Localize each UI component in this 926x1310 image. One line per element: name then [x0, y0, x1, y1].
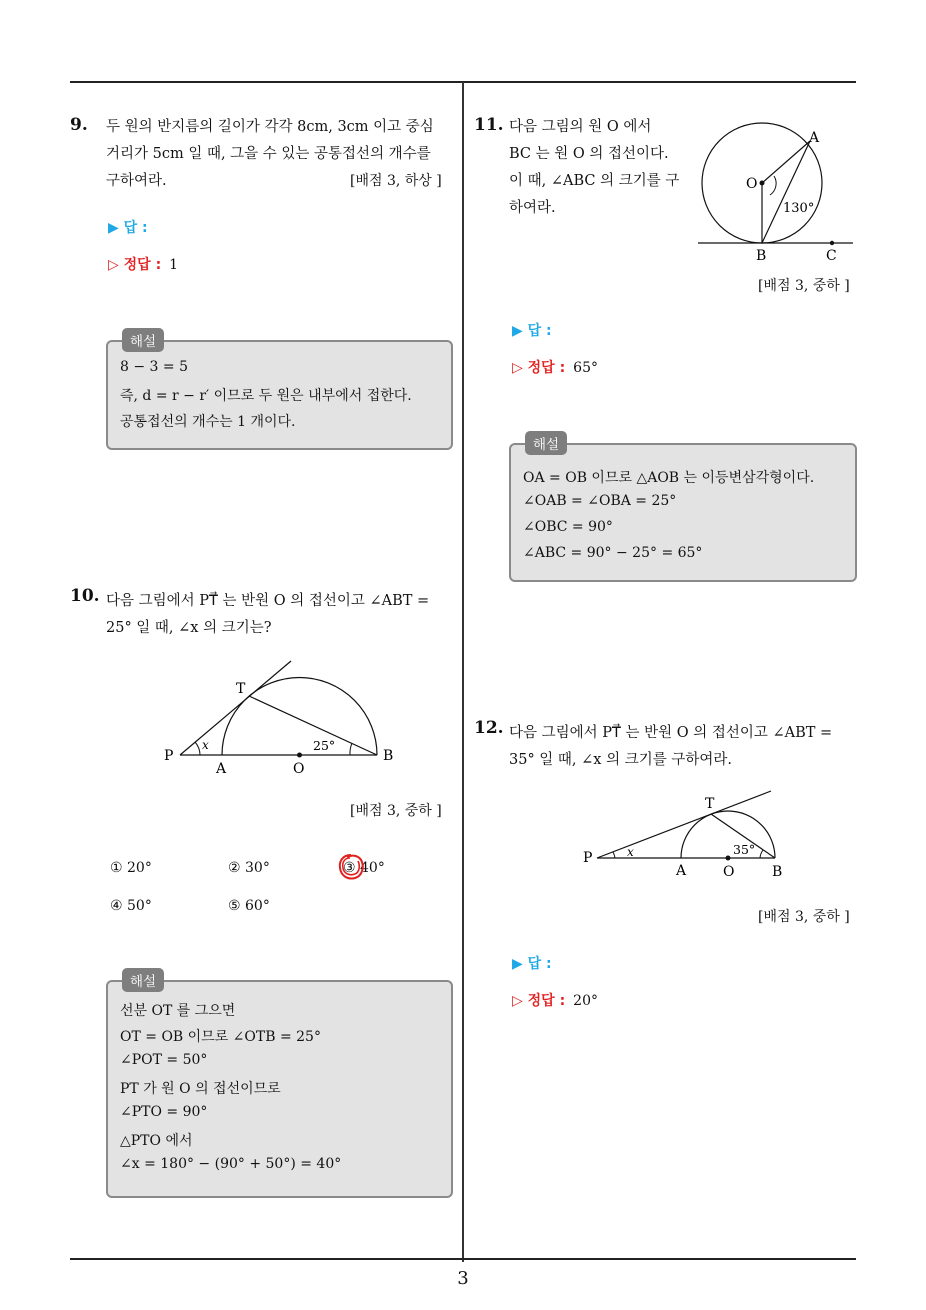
explanation-line: 즉, d = r − r′ 이므로 두 원은 내부에서 접한다.	[120, 388, 412, 404]
point-label-a: A	[216, 761, 227, 777]
question-number: 10.	[70, 586, 100, 606]
question-line: 이 때, ∠ABC 의 크기를 구	[509, 173, 680, 189]
question-number: 12.	[474, 718, 504, 738]
explanation-tag: 해설	[122, 968, 164, 992]
correct-value: 1	[169, 257, 179, 273]
semicircle-tangent-figure	[150, 650, 410, 780]
answer-row	[108, 217, 148, 237]
point-label-a: A	[809, 130, 820, 146]
choice-2[interactable]: ② 30°	[228, 860, 270, 876]
score-meta: [배점 3, 중하 ]	[758, 278, 850, 294]
choice-3[interactable]: ③ 40°	[343, 860, 385, 876]
answer-label: ▶ 답 :	[108, 220, 148, 236]
angle-label-x: x	[202, 738, 209, 752]
semicircle-tangent-figure	[575, 785, 795, 885]
circle-tangent-figure	[690, 115, 860, 270]
question-line: 구하여라.	[106, 173, 167, 189]
explanation-line: PT 가 원 O 의 접선이므로	[120, 1081, 281, 1097]
question-line: 다음 그림의 원 O 에서	[509, 119, 652, 135]
point-label-o: O	[746, 176, 758, 192]
explanation-line: OA = OB 이므로 △AOB 는 이등변삼각형이다.	[523, 470, 815, 486]
correct-label: ▷ 정답 :	[108, 257, 162, 273]
choice-4[interactable]: ④ 50°	[110, 898, 152, 914]
point-label-o: O	[293, 761, 305, 777]
explanation-line: OT = OB 이므로 ∠OTB = 25°	[120, 1029, 321, 1045]
point-label-b: B	[756, 248, 767, 264]
correct-label: ▷ 정답 :	[512, 360, 566, 376]
explanation-tag: 해설	[122, 328, 164, 352]
explanation-line: △PTO 에서	[120, 1133, 193, 1149]
point-label-o: O	[723, 864, 735, 880]
correct-label: ▷ 정답 :	[512, 993, 566, 1009]
question-text	[106, 588, 456, 642]
question-line: 하여라.	[509, 200, 556, 216]
answer-label: ▶ 답 :	[512, 323, 552, 339]
score-meta: [배점 3, 하상 ]	[350, 173, 442, 189]
point-label-t: T	[236, 681, 246, 697]
point-label-a: A	[676, 863, 687, 879]
choice-5[interactable]: ⑤ 60°	[228, 898, 270, 914]
explanation-line: 선분 OT 를 그으면	[120, 1003, 236, 1019]
explanation-line: ∠OBC = 90°	[523, 519, 613, 535]
selected-choice-circle-icon	[336, 851, 366, 883]
question-text	[509, 114, 689, 222]
explanation-line: ∠ABC = 90° − 25° = 65°	[523, 545, 703, 561]
question-line: 거리가 5cm 일 때, 그을 수 있는 공통접선의 개수를	[106, 146, 431, 162]
page-number: 3	[457, 1268, 469, 1289]
question-text	[509, 720, 859, 774]
correct-value: 65°	[573, 360, 598, 376]
explanation-tag: 해설	[525, 431, 567, 455]
angle-label-25: 25°	[313, 738, 336, 753]
correct-answer-row	[512, 357, 598, 377]
choice-1[interactable]: ① 20°	[110, 860, 152, 876]
question-line: 25° 일 때, ∠x 의 크기는?	[106, 620, 272, 636]
question-number: 9.	[70, 115, 88, 135]
score-meta: [배점 3, 중하 ]	[758, 909, 850, 925]
question-line: BC 는 원 O 의 접선이다.	[509, 146, 669, 162]
point-label-b: B	[772, 864, 783, 880]
correct-answer-row	[108, 254, 178, 274]
answer-label: ▶ 답 :	[512, 956, 552, 972]
answer-row	[512, 953, 552, 973]
question-line: 35° 일 때, ∠x 의 크기를 구하여라.	[509, 752, 732, 768]
point-label-p: P	[164, 748, 174, 764]
question-number: 11.	[474, 115, 504, 135]
point-label-p: P	[583, 850, 593, 866]
correct-answer-row	[512, 990, 598, 1010]
column-divider	[462, 82, 464, 1262]
question-line: 두 원의 반지름의 길이가 각각 8cm, 3cm 이고 중심	[106, 119, 434, 135]
score-meta: [배점 3, 중하 ]	[350, 803, 442, 819]
question-line: 다음 그림에서 PT⃗ 는 반원 O 의 접선이고 ∠ABT =	[106, 593, 430, 609]
angle-label-x: x	[627, 845, 634, 859]
explanation-line: 공통접선의 개수는 1 개이다.	[120, 414, 296, 430]
explanation-line: ∠PTO = 90°	[120, 1104, 208, 1120]
explanation-line: 8 − 3 = 5	[120, 359, 188, 375]
point-label-c: C	[826, 248, 837, 264]
bottom-rule	[70, 1258, 856, 1260]
explanation-box	[106, 334, 453, 450]
angle-label-130: 130°	[783, 201, 815, 216]
explanation-line: ∠POT = 50°	[120, 1052, 208, 1068]
explanation-line: ∠x = 180° − (90° + 50°) = 40°	[120, 1156, 342, 1172]
question-line: 다음 그림에서 PT⃗ 는 반원 O 의 접선이고 ∠ABT =	[509, 725, 833, 741]
explanation-box	[509, 437, 857, 582]
answer-row	[512, 320, 552, 340]
angle-label-35: 35°	[733, 842, 756, 857]
point-label-t: T	[705, 796, 715, 812]
explanation-line: ∠OAB = ∠OBA = 25°	[523, 493, 677, 509]
explanation-box	[106, 974, 453, 1198]
point-label-b: B	[383, 748, 394, 764]
correct-value: 20°	[573, 993, 598, 1009]
